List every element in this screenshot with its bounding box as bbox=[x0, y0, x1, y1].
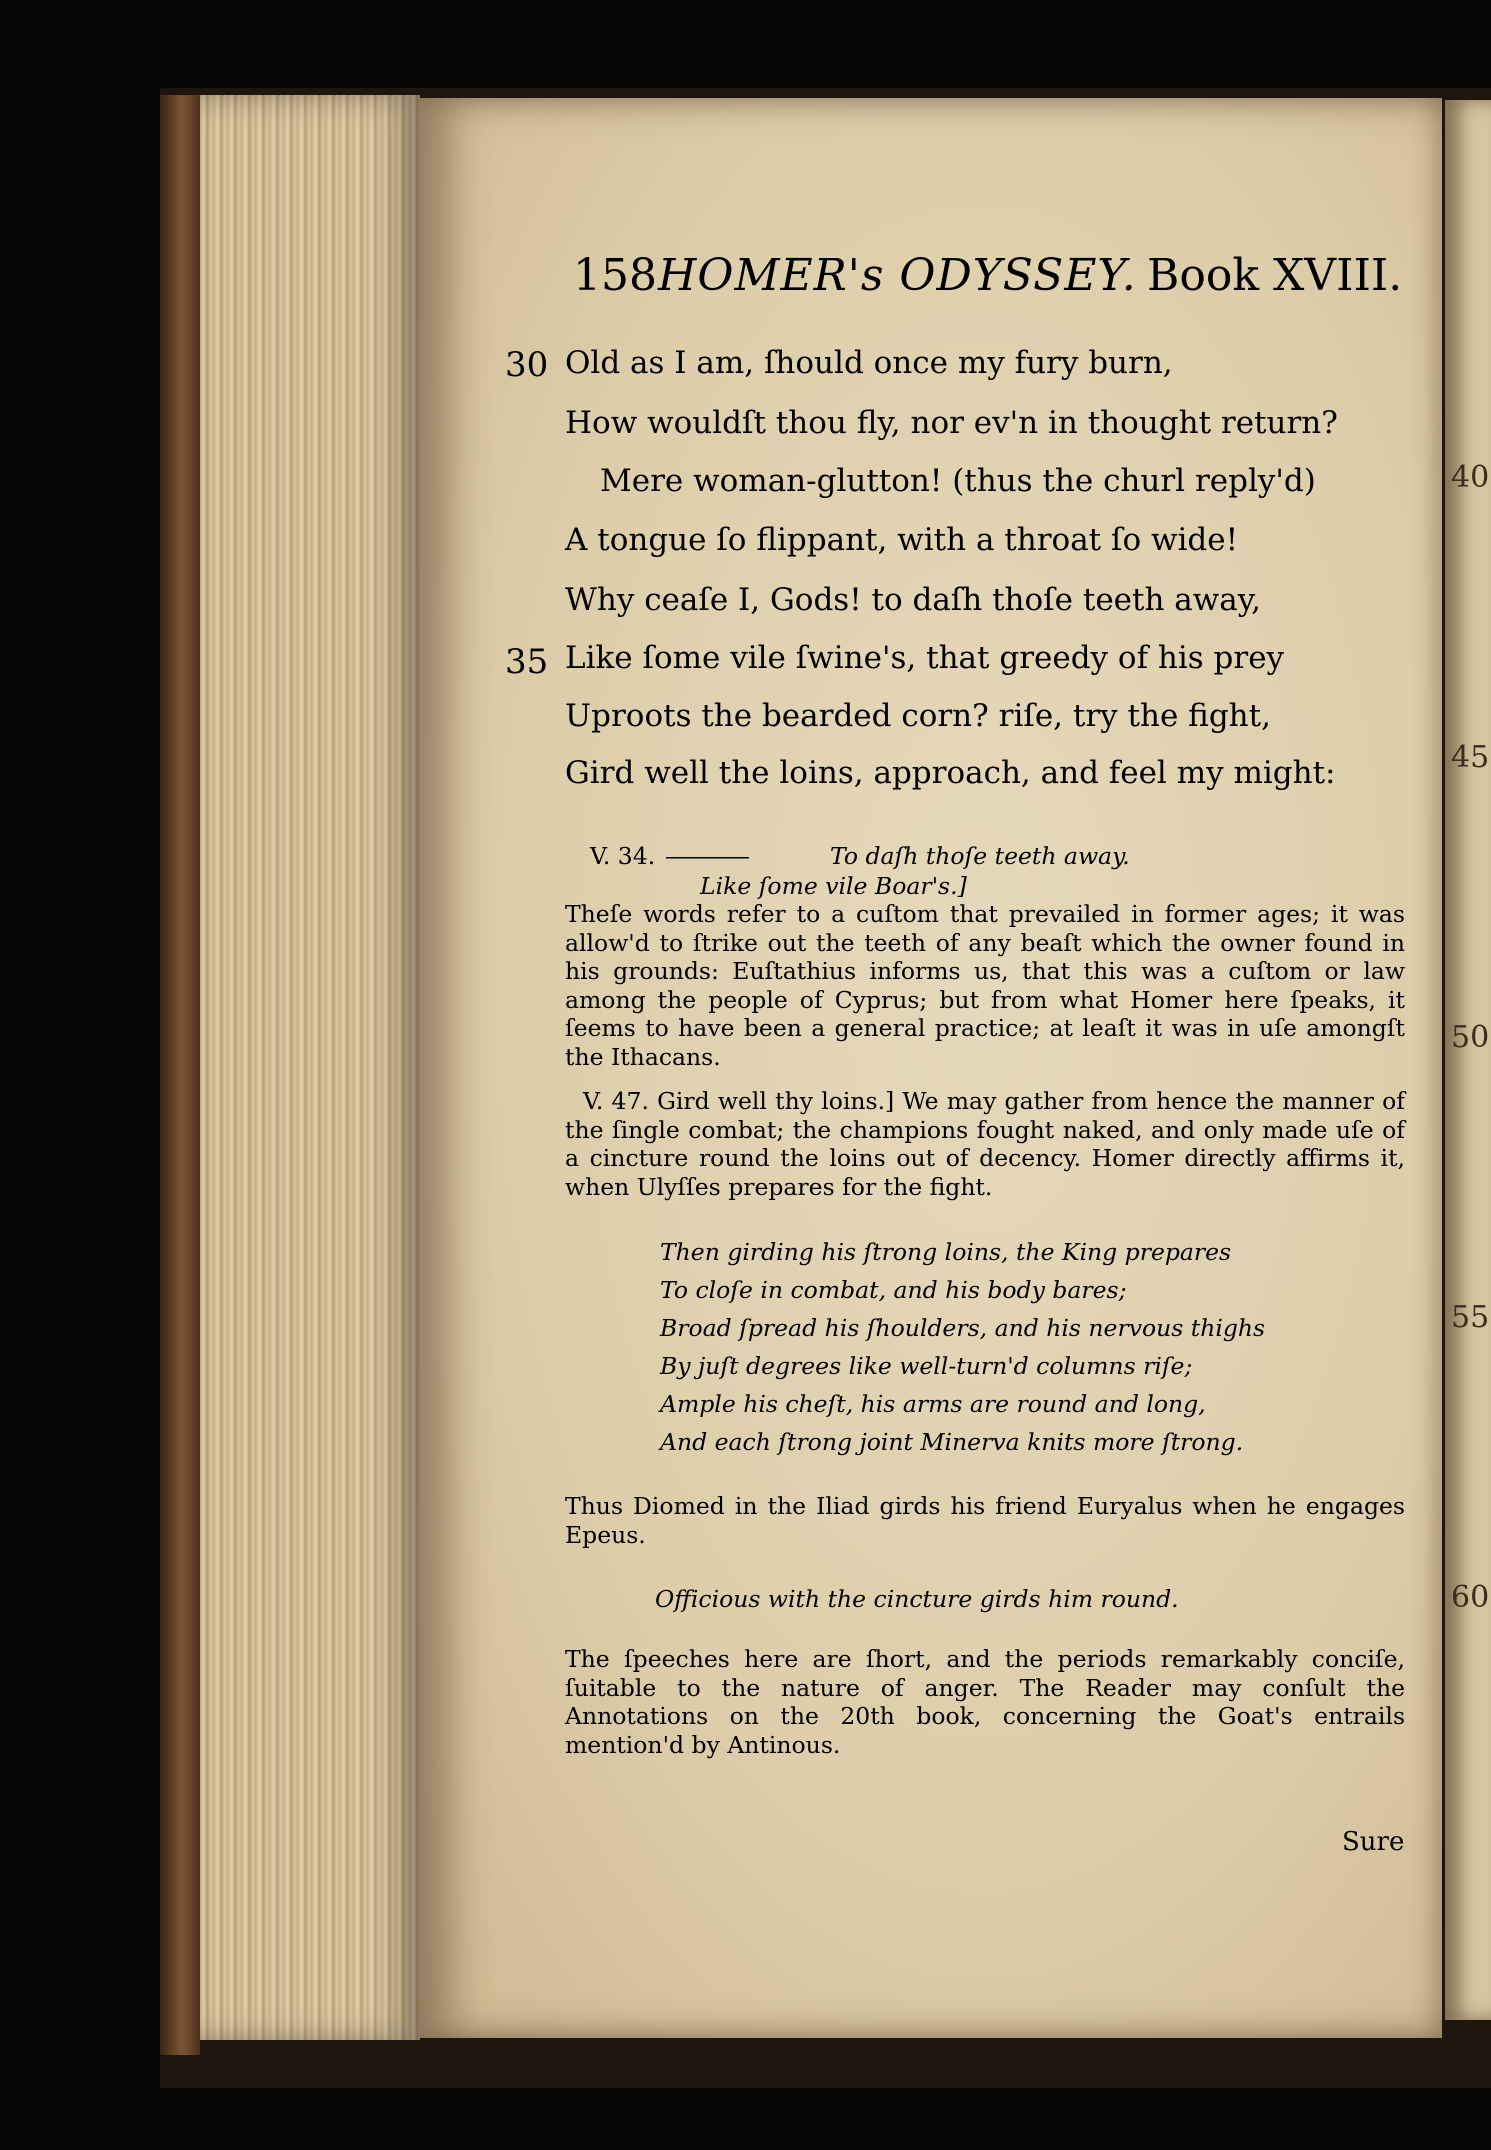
verse-line: Why ceaſe I, Gods! to daſh thoſe teeth away, bbox=[565, 582, 1262, 618]
quotation-line: Then girding his ſtrong loins, the King prepares bbox=[660, 1238, 1232, 1266]
catchword: Sure bbox=[1342, 1827, 1405, 1857]
note-reference: V. 34. bbox=[590, 842, 656, 870]
annotation-note bbox=[565, 1087, 1405, 1201]
annotation-note bbox=[565, 1645, 1405, 1759]
note-paragraph: V. 47. Gird well thy loins.] We may gather from hence the manner of the ſingle combat; the champions fought naked, and only made uſe of a cincture round the loins out of decency. Homer directly affirms it, when Ulyſſes prepares for the fight. bbox=[565, 1087, 1405, 1201]
page-edges bbox=[200, 95, 420, 2040]
line-number: 35 bbox=[505, 642, 549, 682]
running-head bbox=[573, 250, 1433, 310]
running-title: HOMER's ODYSSEY. bbox=[658, 250, 1137, 301]
line-number: 30 bbox=[505, 345, 549, 385]
facing-line-number: 50 bbox=[1451, 1020, 1490, 1055]
quotation-line: Ample his cheſt, his arms are round and long, bbox=[660, 1390, 1206, 1418]
quotation-line: Broad ſpread his ſhoulders, and his nervous thighs bbox=[660, 1314, 1266, 1342]
verse-line: How wouldſt thou fly, nor ev'n in thought return? bbox=[565, 405, 1338, 441]
quotation-line: To cloſe in combat, and his body bares; bbox=[660, 1276, 1127, 1304]
quotation-line: And each ſtrong joint Minerva knits more ſtrong. bbox=[660, 1428, 1244, 1456]
note-lemma: Like ſome vile Boar's.] bbox=[700, 872, 967, 900]
verse-line: Mere woman-glutton! (thus the churl reply'd) bbox=[600, 463, 1316, 499]
verse-line: Gird well the loins, approach, and feel my might: bbox=[565, 755, 1336, 791]
annotation-note bbox=[565, 900, 1405, 1072]
quotation-line: Officious with the cincture girds him round. bbox=[655, 1585, 1179, 1613]
facing-line-number: 60 bbox=[1451, 1580, 1490, 1615]
facing-line-number: 55 bbox=[1451, 1300, 1490, 1335]
note-paragraph: The ſpeeches here are ſhort, and the periods remarkably conciſe, ſuitable to the nature of anger. The Reader may conſult the Annotations on the 20th book, concerning the Goat's entrails mention'd by Antinous. bbox=[565, 1645, 1405, 1759]
page-number: 158 bbox=[573, 250, 657, 301]
note-dash: ———— bbox=[665, 842, 747, 870]
book-spine bbox=[160, 95, 200, 2055]
facing-line-number: 45 bbox=[1451, 740, 1490, 775]
book-number: Book XVIII. bbox=[1147, 250, 1403, 301]
facing-line-number: 40 bbox=[1451, 460, 1490, 495]
verse-line: Old as I am, ſhould once my fury burn, bbox=[565, 345, 1173, 381]
verse-line: Uproots the bearded corn? riſe, try the fight, bbox=[565, 698, 1271, 734]
quotation-line: By juſt degrees like well-turn'd columns riſe; bbox=[660, 1352, 1193, 1380]
verse-line: A tongue ſo flippant, with a throat ſo wide! bbox=[565, 522, 1239, 558]
note-lemma: To daſh thoſe teeth away. bbox=[830, 842, 1130, 870]
note-paragraph: Thus Diomed in the Iliad girds his friend Euryalus when he engages Epeus. bbox=[565, 1492, 1405, 1549]
annotation-note bbox=[565, 1492, 1405, 1549]
facing-page-edge bbox=[1445, 100, 1491, 2020]
verse-line: Like ſome vile ſwine's, that greedy of his prey bbox=[565, 640, 1285, 676]
note-paragraph: Theſe words refer to a cuſtom that prevailed in former ages; it was allow'd to ſtrike out the teeth of any beaſt which the owner found in his grounds: Euſtathius informs us, that this was a cuſtom or law among the people of Cyprus; but from what Homer here ſpeaks, it ſeems to have been a general practice; at leaſt it was in uſe amongſt the Ithacans. bbox=[565, 900, 1405, 1071]
